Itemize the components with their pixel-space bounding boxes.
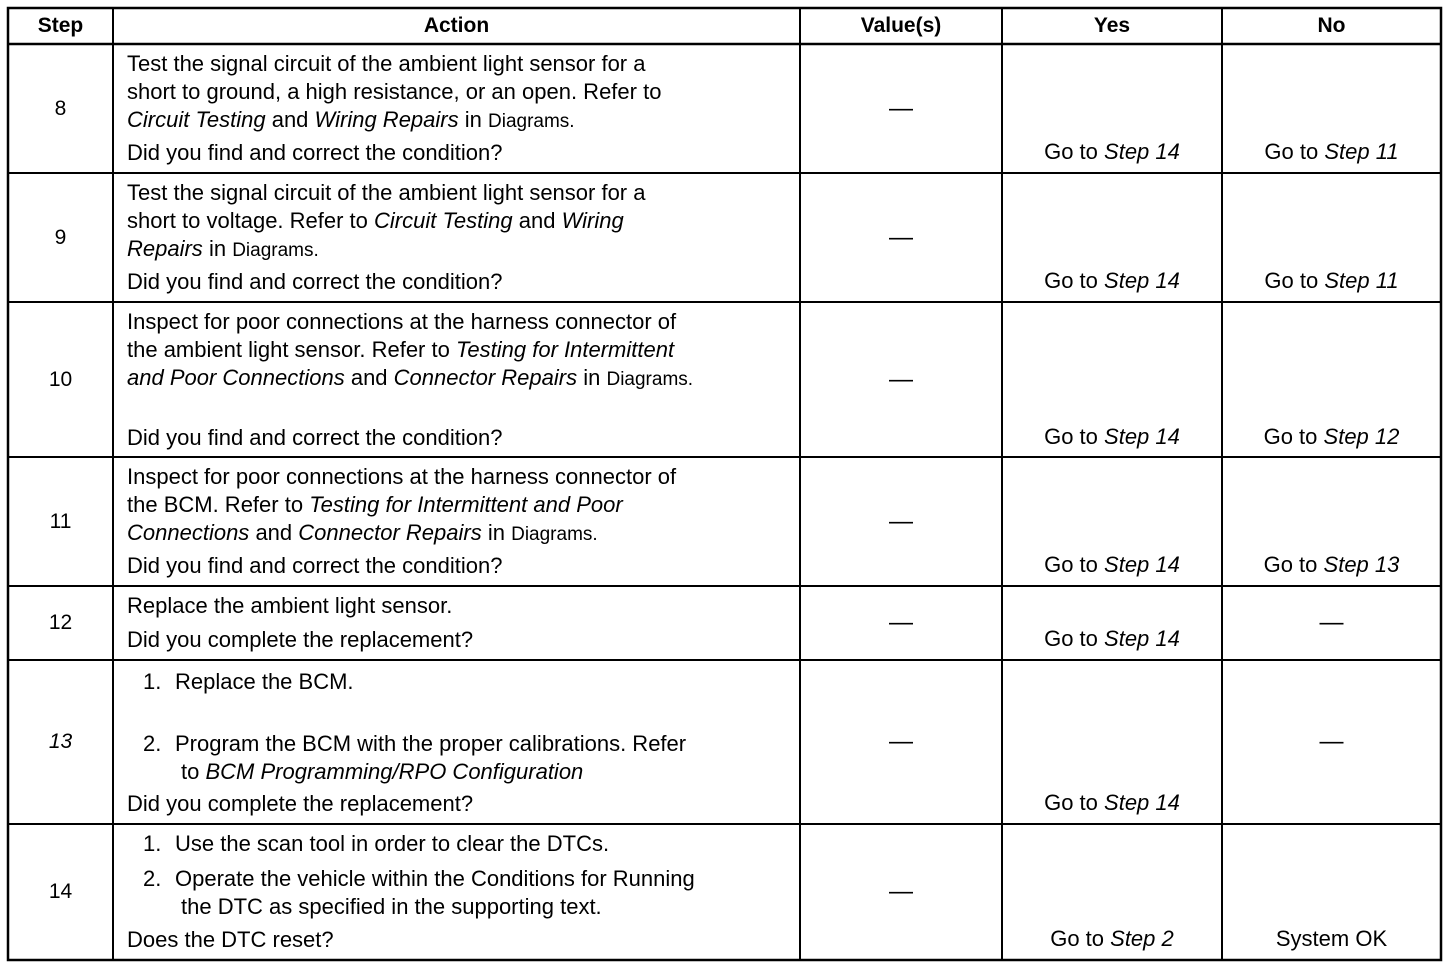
yes-result: Go to Step 14 [1044,626,1180,651]
yes-result: Go to Step 14 [1044,268,1180,293]
action-cell [113,586,800,660]
action-text: short to ground, a high resistance, or an open. Refer to [127,79,662,104]
no-result: Go to Step 11 [1264,139,1399,164]
yes-result: Go to Step 14 [1044,139,1180,164]
list-item: 1. Use the scan tool in order to clear the DTCs. [143,831,610,856]
step-number: 10 [48,367,73,391]
step-number: 14 [48,880,73,903]
yes-result: Go to Step 14 [1044,790,1180,815]
no-result: Go to Step 12 [1263,424,1400,449]
action-question: Did you find and correct the condition? [127,140,503,165]
step-number: 12 [48,611,73,634]
action-text: Test the signal circuit of the ambient light sensor for a [127,180,646,205]
value-dash: — [889,365,913,393]
header-action: Action [423,14,490,37]
list-item: 1. Replace the BCM. [143,669,354,694]
no-result: System OK [1275,926,1388,951]
value-dash: — [889,223,913,251]
action-text: Inspect for poor connections at the harness connector of [127,464,677,489]
yes-result: Go to Step 14 [1044,552,1180,577]
action-text: Test the signal circuit of the ambient light sensor for a [127,51,646,76]
action-text: Circuit Testing and Wiring Repairs in Diagrams. [127,107,575,132]
step-number: 13 [48,730,73,753]
step-number: 9 [54,225,67,249]
action-text: Replace the ambient light sensor. [127,593,453,618]
action-text: and Poor Connections and Connector Repairs in Diagrams. [127,365,694,390]
value-dash: — [889,878,913,905]
action-cell [113,824,800,960]
action-question: Did you complete the replacement? [127,791,474,816]
header-yes: Yes [1093,14,1131,37]
action-question: Did you find and correct the condition? [127,269,503,294]
yes-result: Go to Step 14 [1044,424,1180,449]
action-cell [113,44,800,173]
action-question: Did you find and correct the condition? [127,553,503,578]
value-dash: — [889,728,913,755]
action-question: Did you find and correct the condition? [127,425,503,450]
no-result: Go to Step 11 [1264,268,1399,293]
value-dash: — [889,94,913,122]
action-cell [113,660,800,824]
action-text: short to voltage. Refer to Circuit Testing and Wiring [127,208,624,233]
step-number: 8 [54,96,67,120]
action-text: the BCM. Refer to Testing for Intermittent and Poor [127,492,623,517]
action-cell [113,173,800,302]
no-result: — [1319,609,1344,636]
no-result: Go to Step 13 [1263,552,1400,577]
no-result: — [1319,728,1344,755]
list-item: 2. Operate the vehicle within the Conditions for Running the DTC as specified in the supporting text. [143,866,695,919]
action-question: Did you complete the replacement? [127,627,474,652]
action-cell [113,302,800,457]
header-no: No [1317,14,1346,37]
yes-result: Go to Step 2 [1050,926,1174,951]
action-text: Inspect for poor connections at the harness connector of [127,309,677,334]
value-dash: — [889,609,913,636]
action-cell [113,457,800,586]
action-text: Connections and Connector Repairs in Diagrams. [127,520,598,545]
header-values: Value(s) [860,14,942,37]
step-number: 11 [49,509,72,533]
header-step: Step [37,14,84,37]
action-question: Does the DTC reset? [127,927,334,952]
value-dash: — [889,507,913,535]
list-item: 2. Program the BCM with the proper calibrations. Refer to BCM Programming/RPO Configuration [143,731,687,784]
action-text: the ambient light sensor. Refer to Testing for Intermittent [127,337,675,362]
action-text: Repairs in Diagrams. [127,236,319,261]
